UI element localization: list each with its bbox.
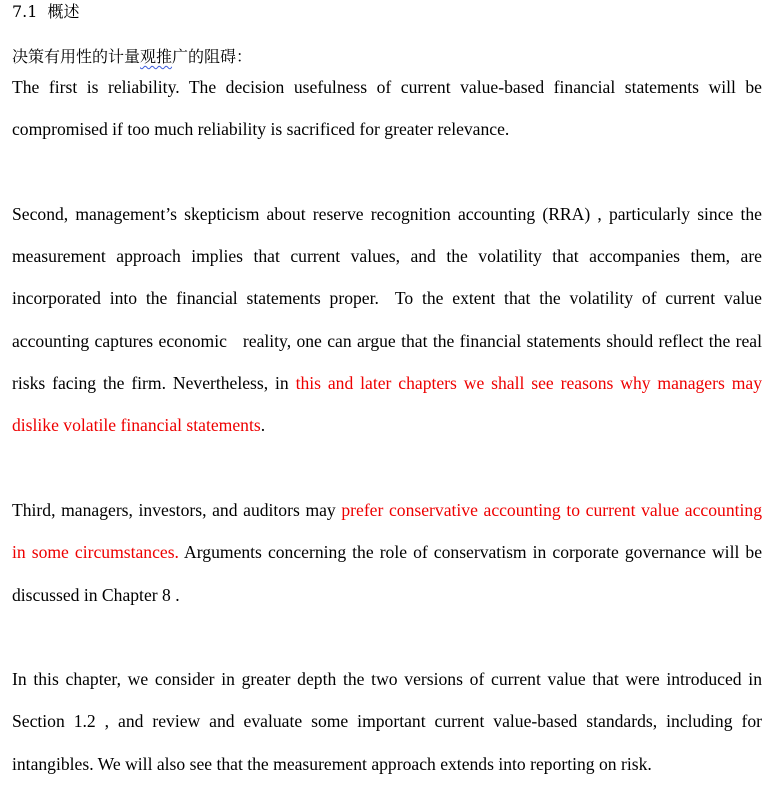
intro-text-after: 广的阻碍： xyxy=(172,47,253,66)
paragraph-spacer xyxy=(12,447,762,489)
p4-text: In this chapter, we consider in greater depth the two versions of current value that were introduced in Section 1.2 , and review and evaluate some important current value-based standards, including for intangibles. We will also see that the measurement approach extends into reporting on risk. xyxy=(12,669,762,774)
paragraph-reliability xyxy=(12,66,762,151)
paragraph-chapter-overview xyxy=(12,658,762,785)
p2-text-end: . xyxy=(260,415,266,436)
p3-text-2: Arguments concerning the role of conservatism in corporate governance will be discussed in Chapter 8 . xyxy=(12,542,763,605)
p3-highlighted-text: prefer conservative accounting to current value accounting in some circumstances. xyxy=(12,499,762,563)
section-number: 7.1 xyxy=(12,2,38,21)
paragraph-reliability-text: The first is reliability. The decision usefulness of current value-based financial statements will be compromised if too much reliability is sacrificed for greater relevance. xyxy=(12,77,762,140)
document-page xyxy=(12,0,762,785)
p2-text-1: Second, management’s skepticism about reserve recognition accounting (RRA) , particularly since the measurement approach implies that current values, and the volatility that accompanies them, are incorporated into the financial statements proper. xyxy=(12,203,762,309)
paragraph-spacer xyxy=(12,616,762,658)
section-title: 概述 xyxy=(47,2,80,21)
paragraph-management-skepticism xyxy=(12,193,762,447)
p2-text-2: To the extent that the volatility of current value accounting captures economic xyxy=(12,288,762,351)
intro-text-before: 决策有用性的计量 xyxy=(12,47,141,66)
section-heading xyxy=(12,0,762,24)
paragraph-conservatism xyxy=(12,489,762,616)
paragraph-spacer xyxy=(12,151,762,193)
spellcheck-squiggle-text[interactable]: 观推 xyxy=(140,47,173,66)
p2-text-3: reality, one can argue that the financial statements should reflect the real risks facing the firm. Nevertheless, in xyxy=(12,330,762,394)
p2-highlighted-text: this and later chapters we shall see reasons why managers may dislike volatile financial statements xyxy=(12,373,762,436)
p3-text-1: Third, managers, investors, and auditors may xyxy=(12,499,342,520)
